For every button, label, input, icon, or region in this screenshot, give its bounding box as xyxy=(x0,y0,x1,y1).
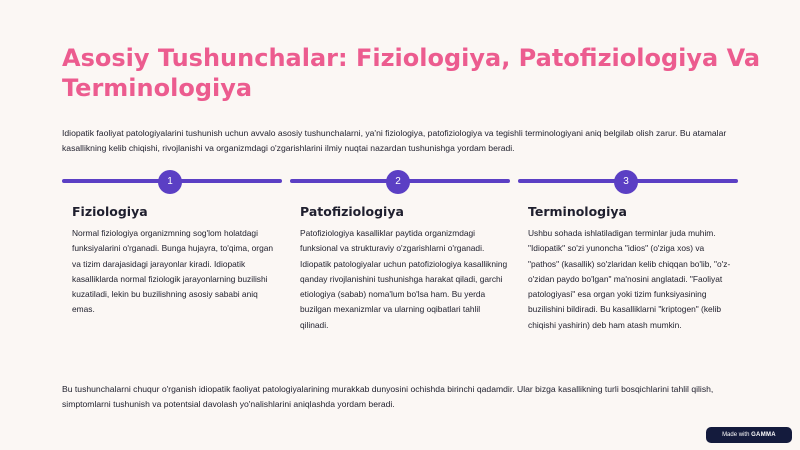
step-number-badge: 2 xyxy=(386,170,410,194)
column-body: Patofiziologiya kasalliklar paytida organizmdagi funksional va strukturaviy o'zgarishlarni o'rganadi. Idiopatik patologiyalar uchun patofiziologiya kasallikning qanday rivojlanishini tushunishga harakat qiladi, garchi etiologiya (sabab) noma'lum bo'lsa ham. Bu yerda buzilgan mexanizmlar va ularning oqibatlari tahlil qilinadi. xyxy=(300,228,508,330)
step-number-badge: 1 xyxy=(158,170,182,194)
step-number-badge: 3 xyxy=(614,170,638,194)
outro-paragraph: Bu tushunchalarni chuqur o'rganish idiopatik faoliyat patologiyalarining murakkab dunyosini ochishda birinchi qadamdir. Ular bizga kasallikning turli bosqichlarini tahlil qilish, simptomlarni tushunish va potentsial davolash yo'nalishlarini aniqlashda yordam beradi. xyxy=(62,384,714,409)
made-with-gamma-badge[interactable] xyxy=(706,427,792,443)
gamma-logo-text: GAMMA xyxy=(751,432,776,438)
badge-prefix: Made with xyxy=(722,432,750,438)
slide-title: Asosiy Tushunchalar: Fiziologiya, Patofiziologiya Va Terminologiya xyxy=(62,44,761,102)
column-heading: Fiziologiya xyxy=(72,204,148,219)
intro-paragraph: Idiopatik faoliyat patologiyalarini tushunish uchun avvalo asosiy tushunchalarni, ya'ni fiziologiya, patofiziologiya va tegishli terminologiyani aniq belgilab olish zarur. Bu atamalar kasallikning kelib chiqishi, rivojlanishi va organizmdagi o'zgarishlarini ilmiy nuqtai nazardan tushunishga yordam beradi. xyxy=(62,128,727,153)
column-body: Ushbu sohada ishlatiladigan terminlar juda muhim. "Idiopatik" so'zi yunoncha "idios" (o'ziga xos) va "pathos" (kasallik) so'zlaridan kelib chiqqan bo'lib, "o'z-o'zidan paydo bo'lgan" ma'nosini anglatadi. "Faoliyat patologiyasi" esa organ yoki tizim funksiyasining buzilishini bildiradi. Bu kasalliklarni "kriptogen" (kelib chiqishi yashirin) deb ham atash mumkin. xyxy=(528,228,731,330)
column-body: Normal fiziologiya organizmning sog'lom holatdagi funksiyalarini o'rganadi. Bunga hujayra, to'qima, organ va tizim darajasidagi jarayonlar kiradi. Idiopatik kasalliklarda normal fiziologik jarayonlarning buzilishi kuzatiladi, lekin bu buzilishning asosiy sababi aniq emas. xyxy=(72,228,274,315)
column-heading: Terminologiya xyxy=(528,204,627,219)
column-heading: Patofiziologiya xyxy=(300,204,404,219)
